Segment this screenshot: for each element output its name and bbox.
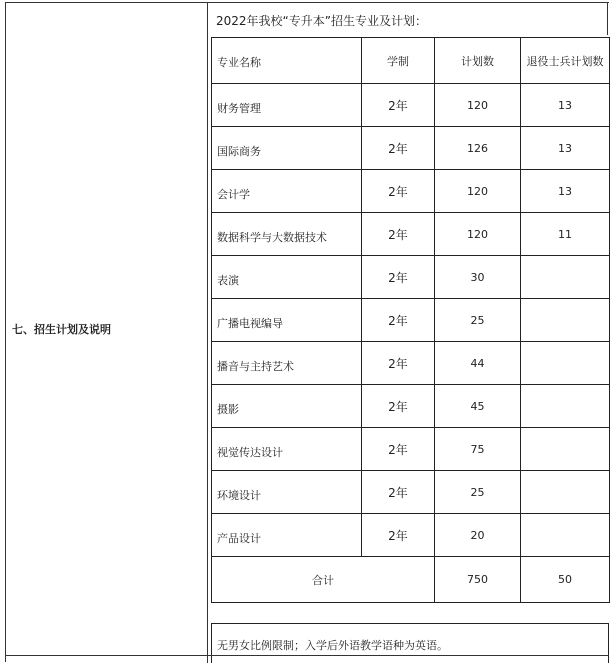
quota: 25	[435, 299, 521, 342]
plan-title: 2022年我校“专升本”招生专业及计划：	[216, 14, 427, 28]
study-years: 2年	[362, 170, 435, 213]
plan-title-row	[208, 3, 608, 35]
table-row	[212, 127, 610, 170]
major-name: 视觉传达设计	[212, 428, 362, 471]
table-row	[212, 471, 610, 514]
study-years: 2年	[362, 256, 435, 299]
document-frame	[5, 2, 609, 662]
quota: 20	[435, 514, 521, 557]
header-veteran: 退役士兵计划数	[521, 38, 610, 84]
note-text: 无男女比例限制；入学后外语教学语种为英语。	[217, 639, 448, 652]
study-years: 2年	[362, 514, 435, 557]
quota: 25	[435, 471, 521, 514]
major-name: 国际商务	[212, 127, 362, 170]
study-years: 2年	[362, 428, 435, 471]
quota: 45	[435, 385, 521, 428]
veteran-quota	[521, 428, 610, 471]
header-years: 学制	[362, 38, 435, 84]
quota: 120	[435, 213, 521, 256]
table-row	[212, 428, 610, 471]
header-major: 专业名称	[212, 38, 362, 84]
study-years: 2年	[362, 471, 435, 514]
study-years: 2年	[362, 84, 435, 127]
major-name: 环境设计	[212, 471, 362, 514]
veteran-quota: 13	[521, 84, 610, 127]
major-name: 播音与主持艺术	[212, 342, 362, 385]
quota: 30	[435, 256, 521, 299]
table-row	[212, 256, 610, 299]
major-name: 财务管理	[212, 84, 362, 127]
bottom-border	[5, 655, 609, 656]
study-years: 2年	[362, 385, 435, 428]
major-name: 数据科学与大数据技术	[212, 213, 362, 256]
outer-table	[5, 2, 609, 662]
table-header-row	[212, 38, 610, 84]
veteran-quota	[521, 385, 610, 428]
total-label: 合计	[212, 557, 435, 603]
major-name: 产品设计	[212, 514, 362, 557]
major-name: 广播电视编导	[212, 299, 362, 342]
quota: 120	[435, 84, 521, 127]
study-years: 2年	[362, 127, 435, 170]
quota: 120	[435, 170, 521, 213]
veteran-quota	[521, 299, 610, 342]
major-name: 表演	[212, 256, 362, 299]
header-quota: 计划数	[435, 38, 521, 84]
quota: 126	[435, 127, 521, 170]
admission-plan-table	[211, 37, 610, 603]
veteran-quota: 13	[521, 127, 610, 170]
veteran-quota	[521, 514, 610, 557]
section-label: 七、招生计划及说明	[12, 323, 111, 336]
veteran-quota	[521, 471, 610, 514]
content-cell	[208, 3, 610, 663]
section-cell	[6, 3, 208, 663]
veteran-quota: 11	[521, 213, 610, 256]
study-years: 2年	[362, 299, 435, 342]
study-years: 2年	[362, 342, 435, 385]
table-row	[212, 299, 610, 342]
major-name: 摄影	[212, 385, 362, 428]
table-row	[212, 385, 610, 428]
veteran-quota	[521, 342, 610, 385]
total-veteran-quota: 50	[521, 557, 610, 603]
total-row	[212, 557, 610, 603]
major-name: 会计学	[212, 170, 362, 213]
table-row	[212, 514, 610, 557]
quota: 75	[435, 428, 521, 471]
table-row	[212, 170, 610, 213]
table-row	[212, 342, 610, 385]
total-quota: 750	[435, 557, 521, 603]
note-row	[211, 623, 609, 663]
table-row	[212, 84, 610, 127]
study-years: 2年	[362, 213, 435, 256]
quota: 44	[435, 342, 521, 385]
veteran-quota: 13	[521, 170, 610, 213]
veteran-quota	[521, 256, 610, 299]
table-row	[212, 213, 610, 256]
